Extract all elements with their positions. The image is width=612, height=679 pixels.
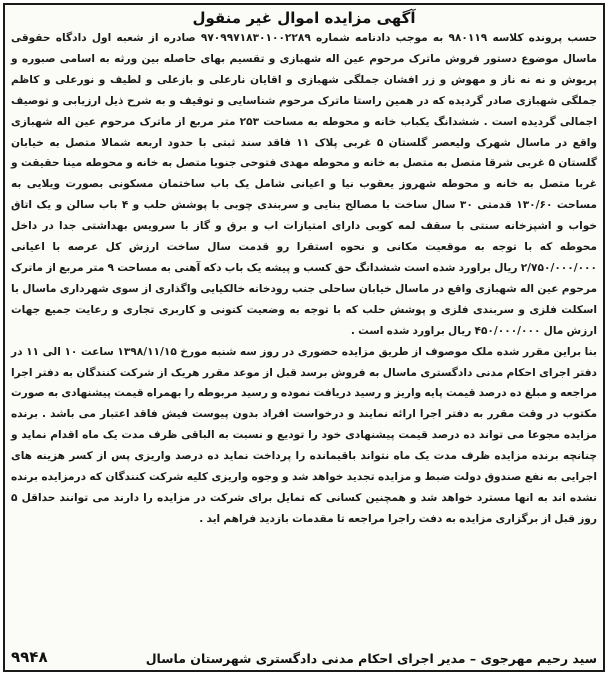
notice-title: آگهی مزایده اموال غیر منقول [192, 9, 416, 27]
notice-footer [11, 648, 597, 666]
notice-code: ۹۹۴۸ [11, 648, 48, 666]
notice-frame [3, 3, 605, 672]
notice-paragraph-1: حسب پرونده کلاسه ۹۸۰۱۱۹ به موجب دادنامه شماره ۹۷۰۹۹۷۱۸۳۰۱۰۰۲۲۸۹ صادره از شعبه اول دادگاه حقوقی ماسال موضوع دستور فروش ماترک مرحوم عین اله شهبازی و تقسیم بهای حاصله بین ورثه به اسامی صبوره و پریوش و نه نه ناز و مهوش و زر افشان جملگی شهبازی و اقایان نارعلی و بازعلی و لطیف و نورعلی و کاظم جملگی شهبازی صادر گردیده که در همین راستا ماترک مرحوم شناسایی و توقیف و به شرح ذیل ارزیابی و توصیف اجمالی گردیده است . ششدانگ یکباب خانه و محوطه به مساحت ۲۵۳ متر مربع از ماترک مرحوم عین اله شهبازی واقع در ماسال شهرک ولیعصر گلستان ۵ غربی پلاک ۱۱ فاقد سند ثبتی با حدود اربعه شمالا متصل به خیابان گلستان ۵ غربی شرقا متصل به متصل به خانه و محوطه مهدی فتوحی جنوبا متصل به خانه و محوطه مینا حقیقت و غربا متصل به خانه و محوطه شهروز یعقوب نیا و اعیانی شامل یک باب ساختمان مسکونی بصورت ویلایی به مساحت ۱۳۰/۶۰ قدمتی ۳۰ سال ساخت با مصالح بنایی و سربندی چوبی با پوشش حلب و ۴ باب سالن و یک اتاق خواب و اشپزخانه سنتی با سقف لمه کوبی دارای امتیازات اب و برق و گاز با سرویس بهداشتی جدا در داخل محوطه که با توجه به موقعیت مکانی و نحوه استقرا رو قدمت سال ساخت ارزش کل عرصه با اعیانی ۲/۷۵۰/۰۰۰/۰۰۰ ریال براورد شده است ششدانگ حق کسب و پیشه یک باب دکه آهنی به مساحت ۹ متر مربع از ماترک مرحوم عین اله شهبازی واقع در ماسال خیابان ساحلی جنب رودخانه خالکیایی واگذاری از سوی شهرداری ماسال با اسکلت فلزی و سربندی فلزی و پوشش حلب که با توجه به وضعیت کنونی و کاربری تجاری و رعایت جمیع جهات ارزش مال ۴۵۰/۰۰۰/۰۰۰ ریال براورد شده است . [11, 32, 598, 337]
signature-line: سید رحیم مهرجوی – مدیر اجرای احکام مدنی دادگستری شهرستان ماسال [145, 651, 597, 666]
notice-paragraph-2: بنا براین مقرر شده ملک موصوف از طریق مزایده حضوری در روز سه شنبه مورخ ۱۳۹۸/۱۱/۱۵ ساعت ۱۰ الی ۱۱ در دفتر اجرای احکام مدنی دادگستری ماسال به فروش برسد قبل از موعد مقرر هریک از شرکت کنندگان به دفتر اجرا مراجعه و مبلغ ده درصد قیمت پایه واریز و رسید دریافت نموده و رسید مربوطه را بهمراه قیمت پیشنهادی به صورت مکتوب در وقت مقرر به دفتر اجرا ارائه نمایند و درخواست افراد بدون پیوست فیش فاقد اعتبار می باشد . برنده مزایده مجوعا می تواند ده درصد قیمت پیشنهادی خود را تودیع و نسبت به الباقی ظرف مدت یک ماه اقدام نماید و چنانچه برنده مزایده ظرف مدت یک ماه نتواند باقیمانده را پرداخت نماید ده درصد واریزی پس از کسر هزینه های اجرایی به نفع صندوق دولت ضبط و مزایده تجدید خواهد شد و وجوه واریزی کلیه شرکت کنندگان که درمزایده برنده نشده اند به انها مسترد خواهد شد و همچنین کسانی که تمایل برای شرکت در مزایده را دارند می توانند حداقل ۵ روز قبل از برگزاری مزایده به دفت راجرا مراجعه تا مقدمات بازدید فراهم اید . [11, 345, 597, 525]
